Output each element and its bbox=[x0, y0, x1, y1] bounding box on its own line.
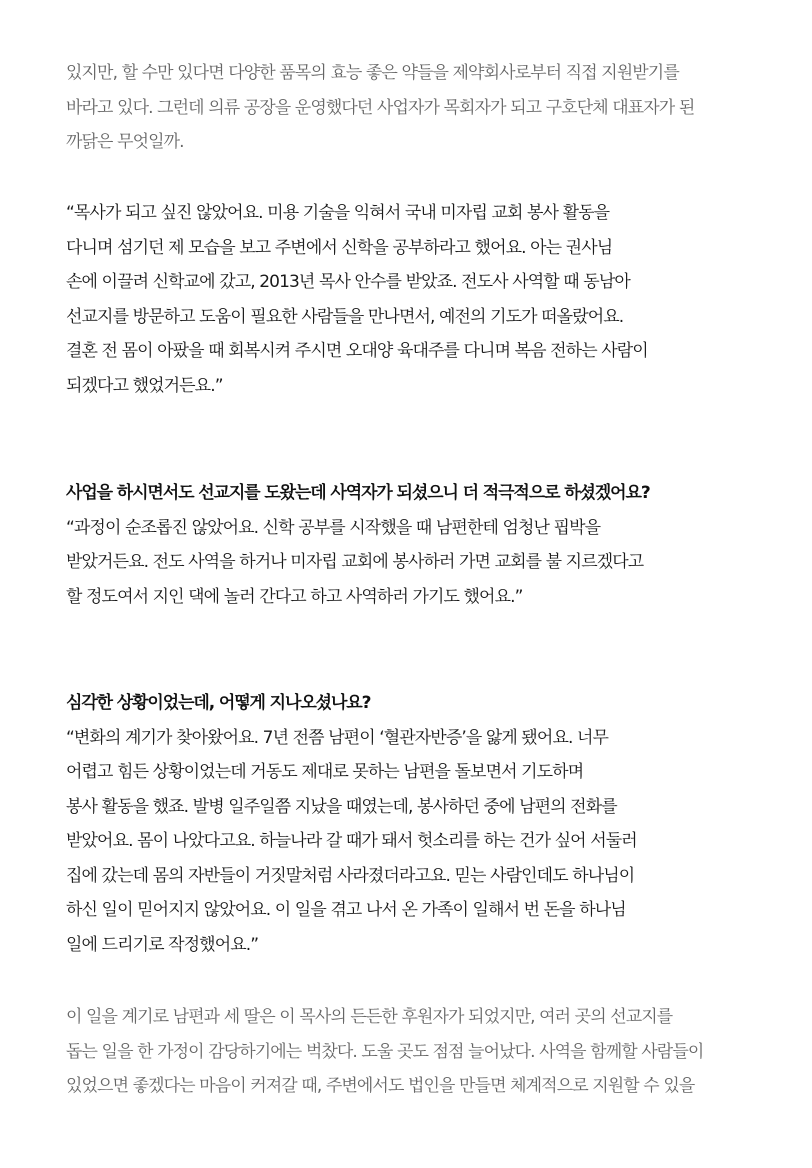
paragraph-line: 있지만, 할 수만 있다면 다양한 품목의 효능 좋은 약들을 제약회사로부터 직접 지원받기를 bbox=[66, 63, 679, 83]
paragraph-line: 있었으면 좋겠다는 마음이 커져갈 때, 주변에서도 법인을 만들면 체계적으로 지원할 수 있을 bbox=[66, 1076, 695, 1096]
answer-line: 손에 이끌려 신학교에 갔고, 2013년 목사 안수를 받았죠. 전도사 사역할 때 동남아 bbox=[66, 272, 630, 292]
answer-line: 받았거든요. 전도 사역을 하거나 미자립 교회에 봉사하러 가면 교회를 불 지르겠다고 bbox=[66, 552, 644, 572]
narration-paragraph bbox=[66, 56, 694, 160]
answer-line: 다니며 섬기던 제 모습을 보고 주변에서 신학을 공부하라고 했어요. 아는 권사님 bbox=[66, 237, 613, 258]
answer-line: 하신 일이 믿어지지 않았어요. 이 일을 겪고 나서 온 가족이 일해서 번 돈을 하나님 bbox=[66, 900, 626, 920]
answer-line: “변화의 계기가 찾아왔어요. 7년 전쯤 남편이 ‘혈관자반증’을 앓게 됐어요. 너무 bbox=[66, 727, 609, 748]
interview-question: 심각한 상황이었는데, 어떻게 지나오셨나요? bbox=[66, 693, 371, 713]
answer-line: 어렵고 힘든 상황이었는데 거동도 제대로 못하는 남편을 돌보면서 기도하며 bbox=[66, 762, 584, 782]
interview-qa bbox=[66, 686, 637, 962]
answer-line: 받았어요. 몸이 나았다고요. 하늘나라 갈 때가 돼서 헛소리를 하는 건가 싶어 서둘러 bbox=[66, 831, 637, 851]
answer-line: 선교지를 방문하고 도움이 필요한 사람들을 만나면서, 예전의 기도가 떠올랐어요. bbox=[66, 306, 624, 327]
paragraph-line: 까닭은 무엇일까. bbox=[66, 132, 184, 152]
answer-line: 할 정도여서 지인 댁에 놀러 간다고 하고 사역하러 가기도 했어요.” bbox=[66, 586, 523, 607]
interview-question: 사업을 하시면서도 선교지를 도왔는데 사역자가 되셨으니 더 적극적으로 하셨겠어요? bbox=[66, 483, 650, 503]
answer-line: 되겠다고 했었거든요.” bbox=[66, 375, 223, 396]
paragraph-line: 이 일을 계기로 남편과 세 딸은 이 목사의 든든한 후원자가 되었지만, 여러 곳의 선교지를 bbox=[66, 1007, 673, 1027]
narration-paragraph bbox=[66, 1000, 703, 1104]
answer-line: “과정이 순조롭진 않았어요. 신학 공부를 시작했을 때 남편한테 엄청난 핍박을 bbox=[66, 517, 601, 538]
paragraph-line: 돕는 일을 한 가정이 감당하기에는 벅찼다. 도울 곳도 점점 늘어났다. 사역을 함께할 사람들이 bbox=[66, 1041, 704, 1062]
paragraph-line: 바라고 있다. 그런데 의류 공장을 운영했다던 사업자가 목회자가 되고 구호단체 대표자가 된 bbox=[66, 97, 695, 118]
answer-line: 일에 드리기로 작정했어요.” bbox=[66, 934, 259, 955]
answer-line: 결혼 전 몸이 아팠을 때 회복시켜 주시면 오대양 육대주를 다니며 복음 전하는 사람이 bbox=[66, 341, 648, 361]
interview-answer bbox=[66, 196, 648, 403]
interview-qa bbox=[66, 476, 650, 614]
answer-line: 집에 갔는데 몸의 자반들이 거짓말처럼 사라졌더라고요. 믿는 사람인데도 하나님이 bbox=[66, 865, 635, 886]
answer-line: 봉사 활동을 했죠. 발병 일주일쯤 지났을 때였는데, 봉사하던 중에 남편의 전화를 bbox=[66, 796, 617, 817]
answer-line: “목사가 되고 싶진 않았어요. 미용 기술을 익혀서 국내 미자립 교회 봉사 활동을 bbox=[66, 203, 610, 223]
